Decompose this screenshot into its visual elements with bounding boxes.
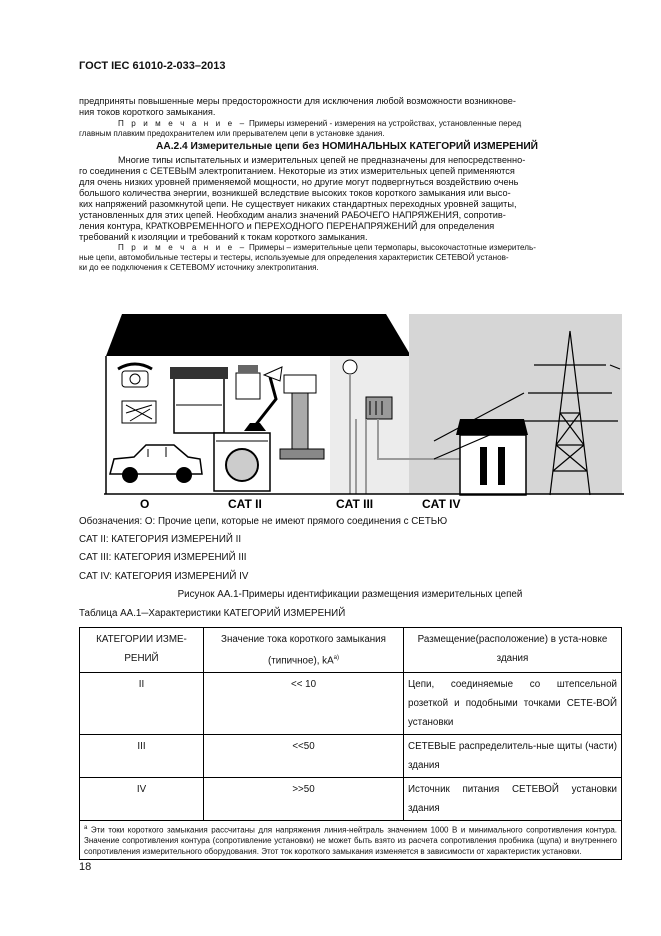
cell-current: >>50 (204, 778, 404, 821)
note-2-lead: П р и м е ч а н и е – (118, 243, 247, 252)
body-line-5: ких напряжений разомкнутой цепи. Не существует никаких стандартных переходных уровней защиты, (79, 199, 517, 209)
figure-caption: Рисунок AA.1-Примеры идентификации размещения измерительных цепей (177, 589, 523, 600)
cell-placement: Источник питания СЕТЕВОЙ установки здания (404, 778, 622, 821)
cell-placement: СЕТЕВЫЕ распределитель-ные щиты (части) здания (404, 735, 622, 778)
body-line-6: установленных для этих цепей. Необходим анализ значений РАБОЧЕГО НАПРЯЖЕНИЯ, сопротив- (79, 210, 506, 220)
body-line-2: го соединения с СЕТЕВЫМ электропитанием. Некоторые из этих измерительных цепей применяются (79, 166, 515, 176)
cell-category: II (80, 673, 204, 735)
plug-cluster-icon (122, 401, 156, 423)
meter-icon (343, 360, 357, 374)
cell-category: III (80, 735, 204, 778)
table-footnote (80, 821, 622, 860)
label-cat-iii: CAT III (336, 497, 374, 511)
legend-cat-ii: CAT II: КАТЕГОРИЯ ИЗМЕРЕНИЙ II (79, 534, 242, 545)
measurement-category-table (79, 627, 622, 860)
measurement-category-illustration (104, 309, 624, 513)
cat-iii-zone (330, 356, 409, 494)
legend-o: Обозначения: O: Прочие цепи, которые не имеют прямого соединения с СЕТЬЮ (79, 516, 448, 527)
header-current (204, 628, 404, 673)
cell-placement: Цепи, соединяемые со штепсельной розеткой и подобными точками СЕТЕ-ВОЙ установки (404, 673, 622, 735)
body-line-1: Многие типы испытательных и измерительных цепей не предназначены для непосредственно- (118, 155, 526, 165)
note-1-line-2: главным плавким предохранителем или прерывателем цепи в установке здания. (79, 129, 385, 138)
cell-category: IV (80, 778, 204, 821)
header-current-text: Значение тока короткого замыкания (типичное), kA (221, 634, 386, 667)
note-1-line-1 (118, 119, 615, 129)
transformer-building-icon (456, 419, 528, 495)
label-cat-iv: CAT IV (422, 497, 461, 511)
copier-icon (170, 367, 228, 433)
table-footnote-row (80, 821, 622, 860)
house-roof (106, 314, 411, 356)
intro-line-1: предприняты повышенные меры предосторожности для исключения любой возможности возникнове- (79, 96, 516, 106)
legend-cat-iii: CAT III: КАТЕГОРИЯ ИЗМЕРЕНИЙ III (79, 552, 247, 563)
washing-machine-icon (214, 433, 270, 491)
header-category: КАТЕГОРИИ ИЗМЕ-РЕНИЙ (80, 628, 204, 673)
note-2-line-3: ки до ее подключения к СЕТЕВОМУ источнику электропитания. (79, 263, 319, 272)
body-line-7: ления контура, КРАТКОВРЕМЕННОГО и ПЕРЕХОДНОГО ПЕРЕНАПРЯЖЕНИЙ для определения (79, 221, 495, 231)
printer-icon (236, 365, 260, 399)
cell-current: << 10 (204, 673, 404, 735)
table-row (80, 778, 622, 821)
table-header-row (80, 628, 622, 673)
table-title: Таблица АА.1─Характеристики КАТЕГОРИЙ ИЗМЕРЕНИЙ (79, 608, 346, 619)
body-line-4: большого количества энергии, возникшей вследствие высоких токов короткого замыкания или высо- (79, 188, 511, 198)
document-header: ГОСТ IEC 61010-2-033–2013 (79, 60, 226, 72)
body-line-3: для очень низких уровней применяемой мощности, но другие могут подвергнуться воздействию очень (79, 177, 519, 187)
label-cat-o: O (140, 497, 150, 511)
table-row (80, 673, 622, 735)
header-current-superscript: a) (333, 655, 339, 661)
note-1-text-1: Примеры измерений - измерения на устройствах, установленные перед (248, 119, 522, 128)
car-icon (110, 445, 202, 483)
drill-press-icon (280, 375, 324, 459)
note-2-line-2: ные цепи, автомобильные тестеры и тестеры, используемые для определения характеристик СЕТЕВОЙ установ- (79, 253, 509, 262)
label-cat-ii: CAT II (228, 497, 262, 511)
telephone-icon (118, 364, 152, 387)
intro-line-2: ния токов короткого замыкания. (79, 107, 216, 117)
page-number: 18 (79, 861, 92, 873)
legend-cat-iv: CAT IV: КАТЕГОРИЯ ИЗМЕРЕНИЙ IV (79, 571, 249, 582)
cell-current: <<50 (204, 735, 404, 778)
table-row (80, 735, 622, 778)
distribution-panel-icon (366, 397, 392, 419)
note-2-text-1: Примеры – измерительные цепи термопары, высокочастотные измеритель- (248, 243, 536, 252)
note-1-lead: П р и м е ч а н и е – (118, 119, 247, 128)
body-line-8: требований к изоляции и требований к токам короткого замыкания. (79, 232, 368, 242)
footnote-text: Эти токи короткого замыкания рассчитаны для напряжения линия-нейтраль значением 1000 В и минимального сопротивления контура. Значение сопротивления контура (сопротивление установки) не может быть взято из расчета сопротивления пробника (щупа) и внутреннего сопротивления измерительного оборудования. Этот ток короткого замыкания изменяется в зависимости от характеристик установки. (84, 825, 617, 856)
section-title: АА.2.4 Измерительные цепи без НОМИНАЛЬНЫХ КАТЕГОРИЙ ИЗМЕРЕНИЙ (156, 141, 538, 152)
note-2-line-1 (118, 243, 615, 253)
header-placement: Размещение(расположение) в уста-новке здания (404, 628, 622, 673)
footnote-mark: a (84, 825, 88, 832)
